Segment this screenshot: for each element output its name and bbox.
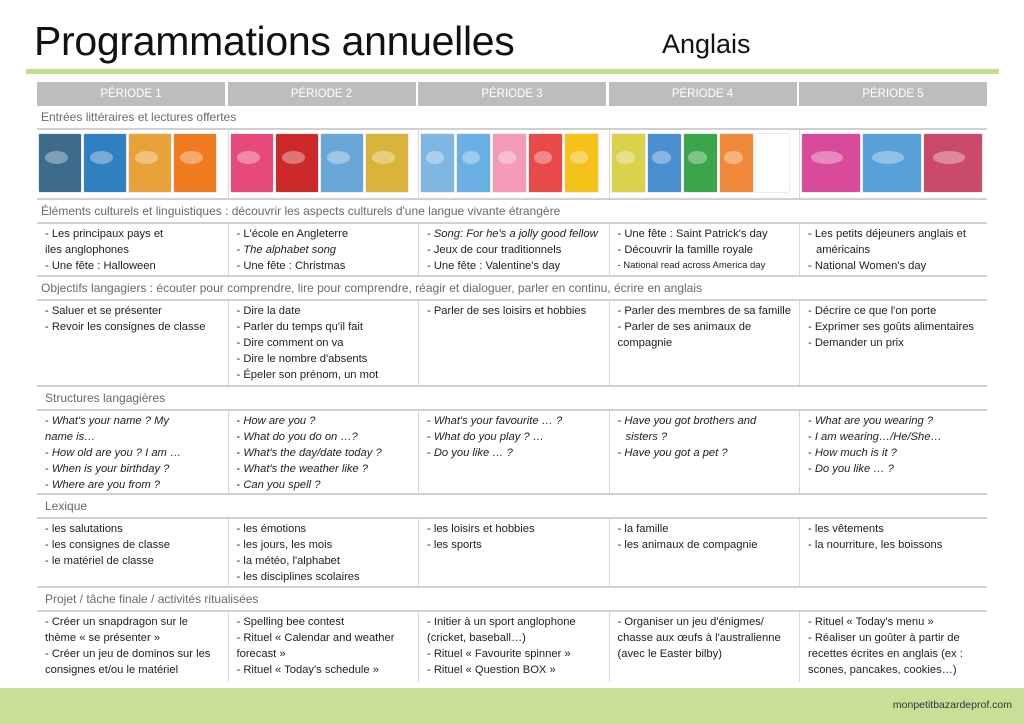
lexicon-period-4 bbox=[609, 519, 797, 586]
phrase: What's the weather like ? bbox=[243, 463, 368, 475]
list-item: - Dire la date bbox=[236, 305, 301, 317]
list-item bbox=[618, 429, 793, 445]
list-item: - How much is it ? bbox=[808, 447, 897, 459]
book-cover bbox=[493, 134, 526, 192]
section-culture bbox=[37, 200, 987, 277]
section-title-project: Projet / tâche finale / activités ritualisées bbox=[45, 592, 259, 606]
list-item: - Have you got a pet ? bbox=[617, 447, 728, 459]
books-period-4 bbox=[609, 130, 797, 198]
list-item: - Parler des membres de sa famille bbox=[617, 305, 791, 317]
list-item: - les jours, les mois bbox=[236, 539, 333, 551]
list-item: - les émotions bbox=[236, 523, 307, 535]
book-cover bbox=[720, 134, 753, 192]
list-item: - What do you play ? … bbox=[427, 431, 544, 443]
list-item: recettes écrites en anglais (ex : bbox=[808, 648, 963, 660]
phrase: When is your birthday ? bbox=[51, 463, 170, 475]
phrase: What's your favourite … ? bbox=[433, 415, 563, 427]
list-item: - Rituel « Calendar and weather bbox=[236, 632, 395, 644]
list-item: - Initier à un sport anglophone bbox=[427, 616, 576, 628]
list-item: - Revoir les consignes de classe bbox=[45, 321, 206, 333]
list-item: - Décrire ce que l'on porte bbox=[808, 305, 937, 317]
list-item: - Épeler son prénom, un mot bbox=[236, 369, 379, 381]
list-item: - Parler de ses loisirs et hobbies bbox=[427, 305, 587, 317]
list-item: (avec le Easter bilby) bbox=[617, 648, 722, 660]
list-item: - les animaux de compagnie bbox=[617, 539, 758, 551]
phrase: What's your name ? My bbox=[51, 415, 170, 427]
book-cover bbox=[565, 134, 598, 192]
list-item: - les consignes de classe bbox=[45, 539, 170, 551]
lexicon-period-2 bbox=[228, 519, 416, 586]
book-cover bbox=[684, 134, 717, 192]
culture-row bbox=[37, 224, 987, 275]
objectives-period-4 bbox=[609, 301, 797, 385]
phrase: Do you like … ? bbox=[433, 447, 513, 459]
list-item: (cricket, baseball…) bbox=[427, 632, 526, 644]
list-item: - Do you like … ? bbox=[427, 447, 513, 459]
list-item: - National Women's day bbox=[808, 260, 927, 272]
list-item: - What's the weather like ? bbox=[236, 463, 368, 475]
book-cover bbox=[802, 134, 860, 192]
list-item: - What do you do on …? bbox=[236, 431, 358, 443]
culture-period-3 bbox=[418, 224, 606, 275]
structures-period-4 bbox=[609, 411, 797, 493]
book-cover bbox=[612, 134, 645, 192]
section-project bbox=[37, 588, 987, 682]
list-item: américains bbox=[816, 244, 871, 256]
culture-period-2 bbox=[228, 224, 416, 275]
period-header-2: PÉRIODE 2 bbox=[228, 82, 416, 106]
lexicon-row bbox=[37, 519, 987, 586]
list-item: - What are you wearing ? bbox=[808, 415, 933, 427]
list-item: - How are you ? bbox=[236, 415, 316, 427]
book-cover bbox=[924, 134, 982, 192]
list-item: - Découvrir la famille royale bbox=[617, 244, 754, 256]
book-cover bbox=[529, 134, 562, 192]
period-header-4: PÉRIODE 4 bbox=[609, 82, 797, 106]
phrase: How are you ? bbox=[243, 415, 316, 427]
list-item: - Rituel « Favourite spinner » bbox=[427, 648, 571, 660]
list-item: - Réaliser un goûter à partir de bbox=[808, 632, 960, 644]
list-item: - Where are you from ? bbox=[45, 479, 161, 491]
structures-period-3 bbox=[418, 411, 606, 493]
list-item: - Une fête : Saint Patrick's day bbox=[617, 228, 768, 240]
phrase: Have you got a pet ? bbox=[624, 447, 728, 459]
book-cover bbox=[863, 134, 921, 192]
list-item: iles anglophones bbox=[45, 244, 129, 256]
books-period-5 bbox=[799, 130, 987, 198]
book-cover bbox=[321, 134, 363, 192]
list-item: - What's your name ? My bbox=[45, 415, 170, 427]
book-cover bbox=[39, 134, 81, 192]
book-cover bbox=[84, 134, 126, 192]
footer-bar bbox=[0, 688, 1024, 724]
culture-period-5 bbox=[799, 224, 987, 275]
list-item: - Créer un snapdragon sur le bbox=[45, 616, 189, 628]
list-item: - Parler du temps qu'il fait bbox=[236, 321, 363, 333]
list-item: - How old are you ? I am … bbox=[45, 447, 182, 459]
list-item: - Dire le nombre d'absents bbox=[236, 353, 368, 365]
section-title-culture: Éléments culturels et linguistiques : découvrir les aspects culturels d'une langue vivante étrangère bbox=[41, 204, 561, 218]
list-item: - la nourriture, les boissons bbox=[808, 539, 943, 551]
book-cover bbox=[129, 134, 171, 192]
list-item: - le matériel de classe bbox=[45, 555, 154, 567]
objectives-period-3 bbox=[418, 301, 606, 385]
books-period-2 bbox=[228, 130, 416, 198]
list-item: - Les petits déjeuners anglais et bbox=[808, 228, 966, 240]
period-header-row bbox=[37, 82, 987, 106]
list-item: thème « se présenter » bbox=[45, 632, 161, 644]
book-cover bbox=[421, 134, 454, 192]
list-item: forecast » bbox=[236, 648, 286, 660]
list-item: - Une fête : Valentine's day bbox=[427, 260, 561, 272]
lexicon-period-1 bbox=[37, 519, 225, 586]
structures-period-5 bbox=[799, 411, 987, 493]
lexicon-period-5 bbox=[799, 519, 987, 586]
list-item: - Parler de ses animaux de compagnie bbox=[617, 321, 752, 349]
period-header-5: PÉRIODE 5 bbox=[799, 82, 987, 106]
list-item: - Exprimer ses goûts alimentaires bbox=[808, 321, 975, 333]
list-item: - Les principaux pays et bbox=[45, 228, 164, 240]
song-title: The alphabet song bbox=[243, 244, 337, 256]
phrase: sisters ? bbox=[625, 431, 668, 443]
list-item: - Une fête : Halloween bbox=[45, 260, 156, 272]
book-cover bbox=[366, 134, 408, 192]
project-period-4 bbox=[609, 612, 797, 682]
list-item: - L'école en Angleterre bbox=[236, 228, 349, 240]
objectives-row bbox=[37, 301, 987, 385]
list-item: - Demander un prix bbox=[808, 337, 904, 349]
structures-period-1 bbox=[37, 411, 225, 493]
list-item: - Do you like … ? bbox=[808, 463, 894, 475]
list-item: - National read across America day bbox=[617, 260, 766, 271]
phrase: name is… bbox=[45, 431, 96, 443]
phrase: I am wearing…/He/She… bbox=[814, 431, 942, 443]
list-item: - les sports bbox=[427, 539, 482, 551]
structures-period-2 bbox=[228, 411, 416, 493]
phrase: What do you play ? … bbox=[433, 431, 544, 443]
list-item: - Rituel « Today's menu » bbox=[808, 616, 934, 628]
books-row bbox=[37, 130, 987, 198]
books-period-1 bbox=[37, 130, 225, 198]
phrase: What do you do on …? bbox=[243, 431, 358, 443]
book-cover bbox=[756, 134, 789, 192]
list-item: - Can you spell ? bbox=[236, 479, 321, 491]
project-period-3 bbox=[418, 612, 606, 682]
book-cover bbox=[457, 134, 490, 192]
list-item: scones, pancakes, cookies…) bbox=[808, 664, 957, 676]
list-item: chasse aux œufs à l'australienne bbox=[617, 632, 781, 644]
page-title: Programmations annuelles bbox=[34, 18, 515, 64]
objectives-period-1 bbox=[37, 301, 225, 385]
list-item: consignes et/ou le matériel bbox=[45, 664, 179, 676]
list-item: - Dire comment on va bbox=[236, 337, 344, 349]
list-item: - What's the day/date today ? bbox=[236, 447, 382, 459]
project-period-1 bbox=[37, 612, 225, 682]
list-item: - Jeux de cour traditionnels bbox=[427, 244, 562, 256]
list-item bbox=[45, 429, 221, 445]
list-item: - la météo, l'alphabet bbox=[236, 555, 341, 567]
section-title-books: Entrées littéraires et lectures offertes bbox=[41, 110, 237, 124]
list-item: - Saluer et se présenter bbox=[45, 305, 162, 317]
list-item: - les vêtements bbox=[808, 523, 884, 535]
period-header-1: PÉRIODE 1 bbox=[37, 82, 225, 106]
list-item: - When is your birthday ? bbox=[45, 463, 170, 475]
list-item: - Have you got brothers and bbox=[617, 415, 757, 427]
list-item: - What's your favourite … ? bbox=[427, 415, 563, 427]
book-cover bbox=[231, 134, 273, 192]
list-item: - Organiser un jeu d'énigmes/ bbox=[617, 616, 764, 628]
culture-period-1 bbox=[37, 224, 225, 275]
project-period-2 bbox=[228, 612, 416, 682]
list-item: - les disciplines scolaires bbox=[236, 571, 360, 583]
list-item: - Une fête : Christmas bbox=[236, 260, 346, 272]
lexicon-period-3 bbox=[418, 519, 606, 586]
song-title: Song: For he's a jolly good fellow bbox=[433, 228, 598, 240]
period-header-3: PÉRIODE 3 bbox=[418, 82, 606, 106]
phrase: How old are you ? I am … bbox=[51, 447, 182, 459]
objectives-period-5 bbox=[799, 301, 987, 385]
phrase: Can you spell ? bbox=[243, 479, 321, 491]
section-structures bbox=[37, 387, 987, 495]
section-objectives bbox=[37, 277, 987, 387]
section-books bbox=[37, 106, 987, 200]
list-item: - The alphabet song bbox=[236, 244, 337, 256]
section-lexicon bbox=[37, 495, 987, 588]
programming-table bbox=[37, 82, 987, 682]
list-item: - les loisirs et hobbies bbox=[427, 523, 535, 535]
list-item: - Spelling bee contest bbox=[236, 616, 345, 628]
list-item: - les salutations bbox=[45, 523, 123, 535]
list-item: - Rituel « Today's schedule » bbox=[236, 664, 379, 676]
section-title-lexicon: Lexique bbox=[45, 499, 88, 513]
section-title-objectives: Objectifs langagiers : écouter pour comprendre, lire pour comprendre, réagir et dialoguer, parler en continu, écrire en anglais bbox=[41, 281, 703, 295]
list-item: - Créer un jeu de dominos sur les bbox=[45, 648, 211, 660]
title-underline bbox=[26, 69, 999, 74]
list-item: - la famille bbox=[617, 523, 669, 535]
section-title-structures: Structures langagières bbox=[45, 391, 166, 405]
project-period-5 bbox=[799, 612, 987, 682]
book-cover bbox=[648, 134, 681, 192]
book-cover bbox=[174, 134, 216, 192]
book-cover bbox=[276, 134, 318, 192]
subject-title: Anglais bbox=[662, 29, 751, 59]
phrase: Where are you from ? bbox=[51, 479, 161, 491]
list-item: - Rituel « Question BOX » bbox=[427, 664, 556, 676]
footer-url: monpetitbazardeprof.com bbox=[892, 699, 1012, 711]
phrase: How much is it ? bbox=[814, 447, 897, 459]
list-item: - I am wearing…/He/She… bbox=[808, 431, 942, 443]
list-item: - Song: For he's a jolly good fellow bbox=[427, 228, 598, 240]
culture-period-4 bbox=[609, 224, 797, 275]
phrase: Have you got brothers and bbox=[624, 415, 757, 427]
structures-row bbox=[37, 411, 987, 493]
objectives-period-2 bbox=[228, 301, 416, 385]
phrase: What's the day/date today ? bbox=[243, 447, 382, 459]
phrase: Do you like … ? bbox=[814, 463, 894, 475]
project-row bbox=[37, 612, 987, 682]
books-period-3 bbox=[418, 130, 606, 198]
phrase: What are you wearing ? bbox=[814, 415, 933, 427]
